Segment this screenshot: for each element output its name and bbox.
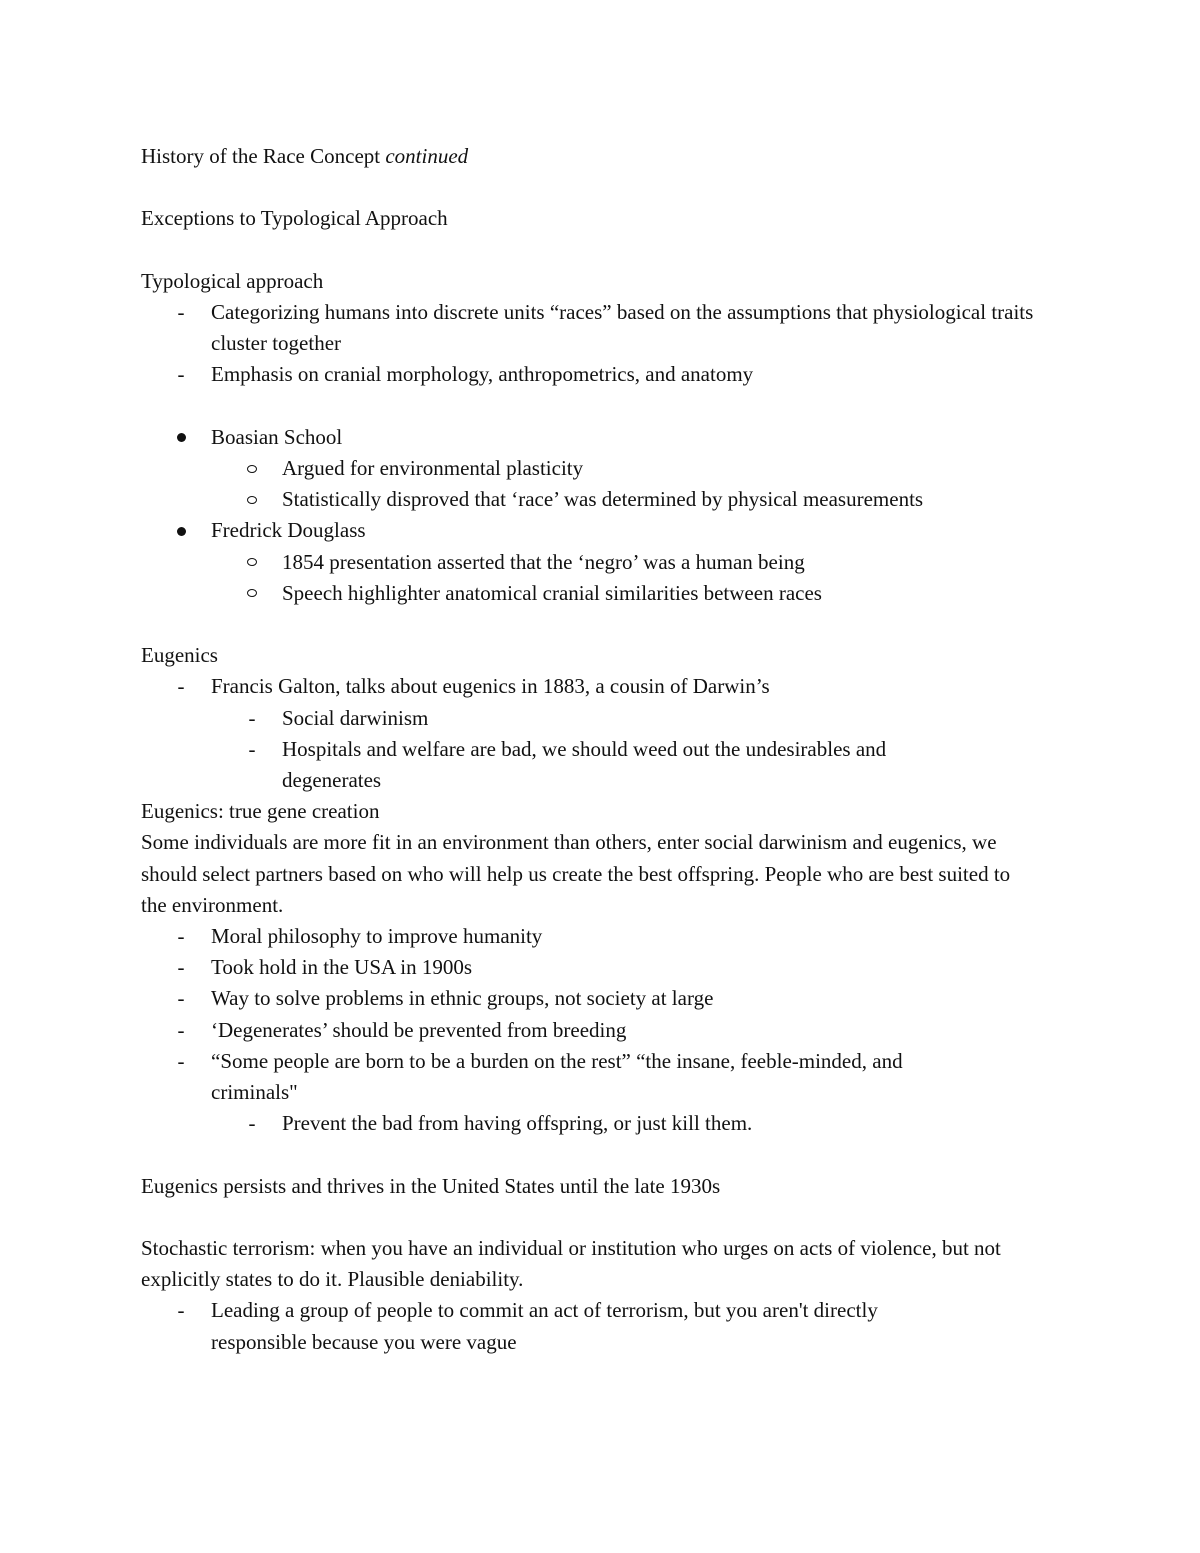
spacer — [141, 391, 1061, 422]
exceptions-heading: Exceptions to Typological Approach — [141, 206, 448, 231]
dash-marker: - — [177, 986, 185, 1011]
list-item-text: Categorizing humans into discrete units “races” based on the assumptions that physiological traits cluster together — [211, 299, 1034, 356]
dash-marker: - — [248, 705, 256, 730]
list-item-text: Moral philosophy to improve humanity — [211, 924, 543, 949]
sub-list-item-text: Social darwinism — [282, 705, 429, 730]
sub-list-item-text: Hospitals and welfare are bad, we should weed out the undesirables and degenerates — [282, 736, 887, 792]
list-item-text: Way to solve problems in ethnic groups, not society at large — [211, 986, 714, 1011]
list-item — [141, 297, 1061, 359]
list-item — [141, 983, 1061, 1014]
list-item-text: Took hold in the USA in 1900s — [211, 955, 473, 980]
dash-marker: - — [248, 1111, 256, 1136]
title-main: History of the Race Concept — [141, 144, 381, 168]
dash-marker: - — [177, 955, 185, 980]
list-item — [141, 1295, 971, 1357]
document-page — [141, 141, 1061, 1358]
sub-list-item-text: Prevent the bad from having offspring, or just kill them. — [282, 1111, 753, 1136]
dash-marker: - — [177, 299, 185, 324]
list-item-text: Emphasis on cranial morphology, anthropometrics, and anatomy — [211, 362, 754, 387]
sub-bullet-text: Argued for environmental plasticity — [282, 455, 584, 480]
list-item — [141, 952, 1061, 983]
eugenics-heading: Eugenics — [141, 643, 218, 668]
list-item-text: ‘Degenerates’ should be prevented from breeding — [211, 1017, 627, 1042]
spacer — [141, 1202, 1061, 1233]
eugenics-persists: Eugenics persists and thrives in the United States until the late 1930s — [141, 1173, 721, 1198]
typological-heading: Typological approach — [141, 268, 324, 293]
dash-marker: - — [177, 1017, 185, 1042]
list-item — [141, 359, 1061, 390]
dash-marker: - — [177, 362, 185, 387]
circle-bullet-icon — [242, 578, 262, 609]
bullet-item-douglass — [141, 515, 1061, 546]
spacer — [141, 1139, 1061, 1170]
sub-bullet-item — [141, 484, 1061, 515]
list-item-text: “Some people are born to be a burden on the rest” “the insane, feeble-minded, and criminals" — [211, 1048, 903, 1105]
sub-bullet-item — [141, 547, 1061, 578]
circle-bullet-icon — [242, 547, 262, 578]
list-item-text: Leading a group of people to commit an act of terrorism, but you aren't directly responsible because you were vague — [211, 1298, 878, 1354]
sub-bullet-text: Statistically disproved that ‘race’ was determined by physical measurements — [282, 487, 924, 512]
list-item — [141, 921, 1061, 952]
dash-marker: - — [248, 736, 256, 761]
list-item — [141, 1046, 991, 1108]
list-item — [141, 1015, 1061, 1046]
circle-bullet-icon — [242, 484, 262, 515]
bullet-label: Fredrick Douglass — [211, 518, 366, 543]
title-italic: continued — [385, 144, 469, 168]
sub-bullet-text: Speech highlighter anatomical cranial similarities between races — [282, 580, 822, 605]
dash-marker: - — [177, 1298, 185, 1323]
spacer — [141, 235, 1061, 266]
document-title — [141, 141, 1061, 172]
sub-list-item — [141, 734, 972, 796]
spacer — [141, 609, 1061, 640]
list-item — [141, 671, 1061, 702]
sub-bullet-text: 1854 presentation asserted that the ‘negro’ was a human being — [282, 549, 805, 574]
sub-bullet-item — [141, 578, 1061, 609]
sub-bullet-item — [141, 453, 1061, 484]
dash-marker: - — [177, 1048, 185, 1073]
dash-marker: - — [177, 924, 185, 949]
eugenics-paragraph: Some individuals are more fit in an environment than others, enter social darwinism and eugenics, we should select partners based on who will help us create the best offspring. People who are best suited to the environment. — [141, 830, 1011, 917]
bullet-icon — [171, 515, 191, 546]
circle-bullet-icon — [242, 453, 262, 484]
spacer — [141, 172, 1061, 203]
sub-list-item — [141, 1108, 1061, 1139]
bullet-icon — [171, 422, 191, 453]
eugenics-true-gene: Eugenics: true gene creation — [141, 799, 380, 824]
list-item-text: Francis Galton, talks about eugenics in 1883, a cousin of Darwin’s — [211, 674, 770, 699]
dash-marker: - — [177, 674, 185, 699]
bullet-label: Boasian School — [211, 424, 343, 449]
sub-list-item — [141, 703, 1061, 734]
stochastic-definition: Stochastic terrorism: when you have an individual or institution who urges on acts of violence, but not explicitly states to do it. Plausible deniability. — [141, 1236, 1001, 1292]
bullet-item-boasian — [141, 422, 1061, 453]
